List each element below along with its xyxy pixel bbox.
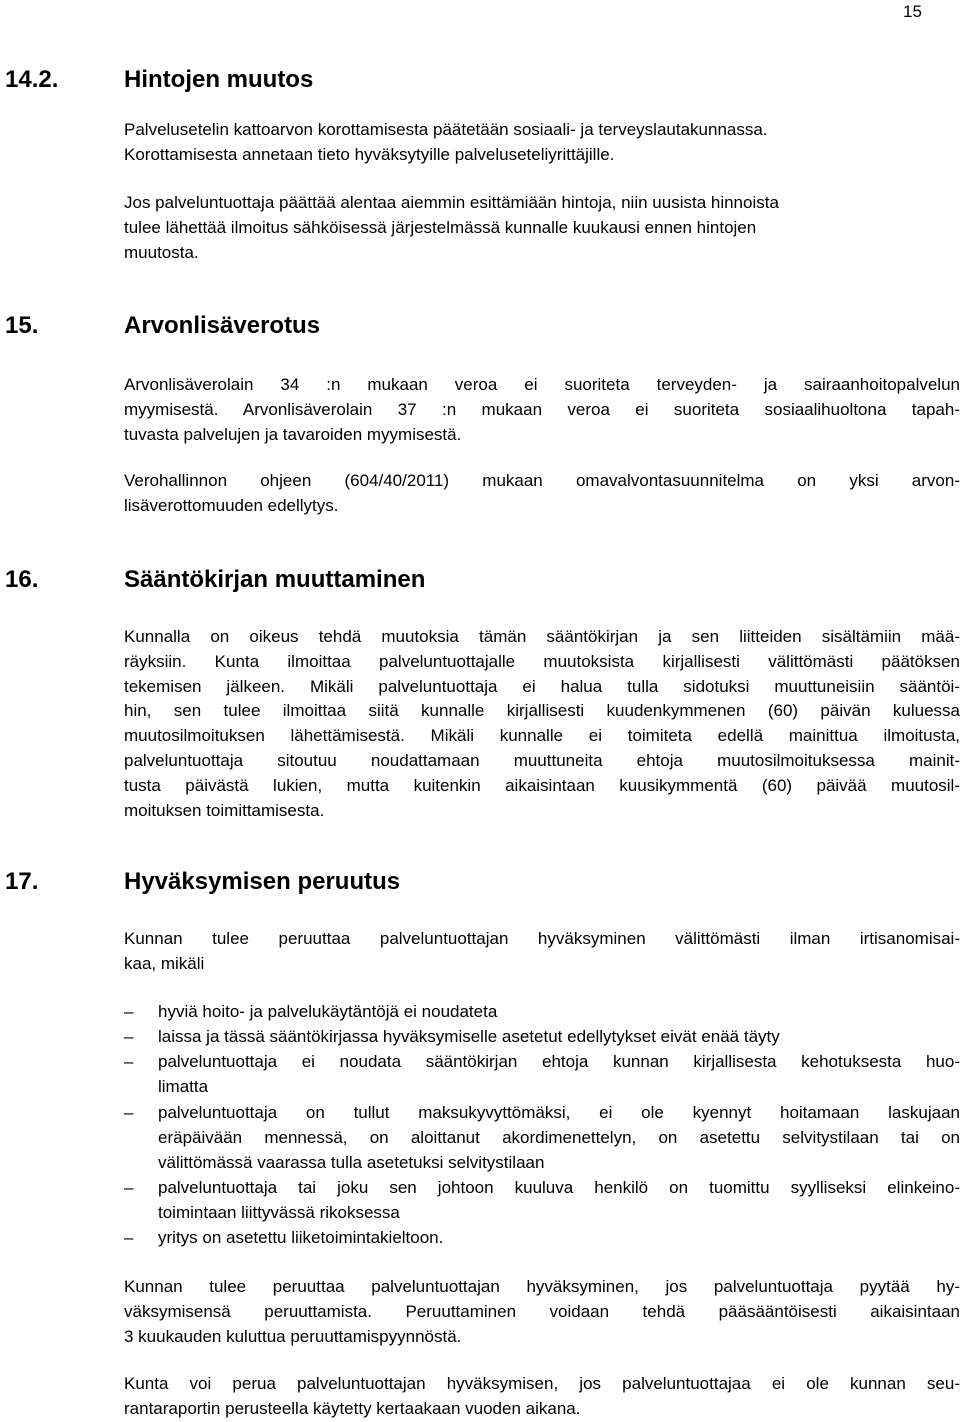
list-item-text [158, 1025, 960, 1050]
text-line: Arvonlisäverolain 34 :n mukaan veroa ei suoriteta terveyden- ja sairaanhoitopalvelun [124, 375, 960, 394]
section-number: 17. [5, 868, 39, 895]
dash-bullet-icon: – [124, 1052, 134, 1071]
text-line: kaa, mikäli [124, 953, 205, 973]
text-line: lisäverottomuuden edellytys. [124, 495, 339, 515]
text-line: limatta [158, 1076, 209, 1096]
paragraph [124, 625, 960, 823]
list-item-text [158, 1101, 960, 1175]
text-line: Verohallinnon ohjeen (604/40/2011) mukaan omavalvontasuunnitelma on yksi arvon- [124, 471, 960, 490]
text-line: myymisestä. Arvonlisäverolain 37 :n mukaan veroa ei suoriteta sosiaalihuoltona tapah- [124, 399, 960, 419]
paragraph [124, 191, 960, 265]
text-line: muutosilmoituksen lähettämisestä. Mikäli kunnalle ei toimiteta edellä mainittua ilmoitusta, [124, 726, 960, 746]
paragraph [124, 1372, 960, 1422]
paragraph [124, 927, 960, 977]
section-title: Sääntökirjan muuttaminen [124, 566, 426, 593]
paragraph [124, 373, 960, 447]
dash-bullet-icon: – [124, 1103, 134, 1122]
list-item-text [158, 1050, 960, 1100]
text-line: muutosta. [124, 242, 199, 262]
dash-bullet-icon: – [124, 1228, 134, 1247]
paragraph [124, 469, 960, 519]
text-line: yritys on asetettu liiketoimintakieltoon. [158, 1228, 444, 1247]
text-line: tekemisen jälkeen. Mikäli palveluntuottaja ei halua tulla sidotuksi muuttuneisiin sääntöi- [124, 676, 960, 696]
text-line: Kunnan tulee peruuttaa palveluntuottajan hyväksyminen välittömästi ilman irtisanomisai- [124, 929, 960, 948]
text-line: tuvasta palvelujen ja tavaroiden myymisestä. [124, 424, 462, 444]
text-line: räyksiin. Kunta ilmoittaa palveluntuottajalle muutoksista kirjallisesti välittömästi päätöksen [124, 651, 960, 671]
section-number: 14.2. [5, 66, 59, 93]
text-line: moituksen toimittamisesta. [124, 800, 325, 820]
dash-bullet-icon: – [124, 1027, 134, 1046]
text-line: palveluntuottaja ei noudata sääntökirjan ehtoja kunnan kirjallisesta kehotuksesta huo- [158, 1052, 960, 1071]
text-line: palveluntuottaja sitoutuu noudattamaan muuttuneita ehtoja muutosilmoituksessa mainit- [124, 750, 960, 770]
list-item-text [158, 1000, 960, 1025]
section-title: Arvonlisäverotus [124, 312, 321, 339]
text-line: välittömässä vaarassa tulla asetetuksi selvitystilaan [158, 1152, 545, 1172]
text-line: Jos palveluntuottaja päättää alentaa aiemmin esittämiään hintoja, niin uusista hinnoista [124, 193, 779, 212]
text-line: hyviä hoito- ja palvelukäytäntöjä ei noudateta [158, 1002, 498, 1021]
section-title: Hyväksymisen peruutus [124, 868, 401, 895]
text-line: laissa ja tässä sääntökirjassa hyväksymiselle asetetut edellytykset eivät enää täyty [158, 1027, 780, 1046]
text-line: palveluntuottaja on tullut maksukyvyttömäksi, ei ole kyennyt hoitamaan laskujaan [158, 1103, 960, 1122]
text-line: tulee lähettää ilmoitus sähköisessä järjestelmässä kunnalle kuukausi ennen hintojen [124, 217, 757, 237]
text-line: 3 kuukauden kuluttua peruuttamispyynnöstä. [124, 1326, 462, 1346]
text-line: Korottamisesta annetaan tieto hyväksytyille palveluseteliyrittäjille. [124, 144, 615, 164]
dash-bullet-icon: – [124, 1178, 134, 1197]
paragraph [124, 118, 960, 168]
text-line: tusta päivästä lukien, mutta kuitenkin aikaisintaan kuusikymmentä (60) päivää muutosil- [124, 775, 960, 795]
section-number: 16. [5, 566, 39, 593]
paragraph [124, 1275, 960, 1349]
text-line: Kunta voi perua palveluntuottajan hyväksymisen, jos palveluntuottajaa ei ole kunnan seu- [124, 1374, 960, 1393]
section-title: Hintojen muutos [124, 66, 314, 93]
text-line: rantaraportin perusteella käytetty kertaakaan vuoden aikana. [124, 1398, 581, 1418]
text-line: hin, sen tulee ilmoittaa siitä kunnalle kirjallisesti kuudenkymmenen (60) päivän kuluessa [124, 701, 960, 721]
text-line: Kunnan tulee peruuttaa palveluntuottajan hyväksyminen, jos palveluntuottaja pyytää hy- [124, 1277, 960, 1296]
section-number: 15. [5, 312, 39, 339]
text-line: toimintaan liittyvässä rikoksessa [158, 1202, 400, 1222]
text-line: palveluntuottaja tai joku sen johtoon kuuluva henkilö on tuomittu syylliseksi elinkeino- [158, 1178, 960, 1197]
text-line: eräpäivään mennessä, on aloittanut akordimenettelyn, on asetettu selvitystilaan tai on [158, 1127, 960, 1147]
text-line: väksymisensä peruuttamista. Peruuttaminen voidaan tehdä pääsääntöisesti aikaisintaan [124, 1301, 960, 1321]
text-line: Palvelusetelin kattoarvon korottamisesta päätetään sosiaali- ja terveyslautakunnassa. [124, 120, 768, 139]
dash-bullet-icon: – [124, 1002, 134, 1021]
text-line: Kunnalla on oikeus tehdä muutoksia tämän sääntökirjan ja sen liitteiden sisältämiin mää- [124, 627, 960, 646]
list-item-text [158, 1176, 960, 1226]
page-number: 15 [903, 2, 922, 21]
list-item-text [158, 1226, 960, 1251]
